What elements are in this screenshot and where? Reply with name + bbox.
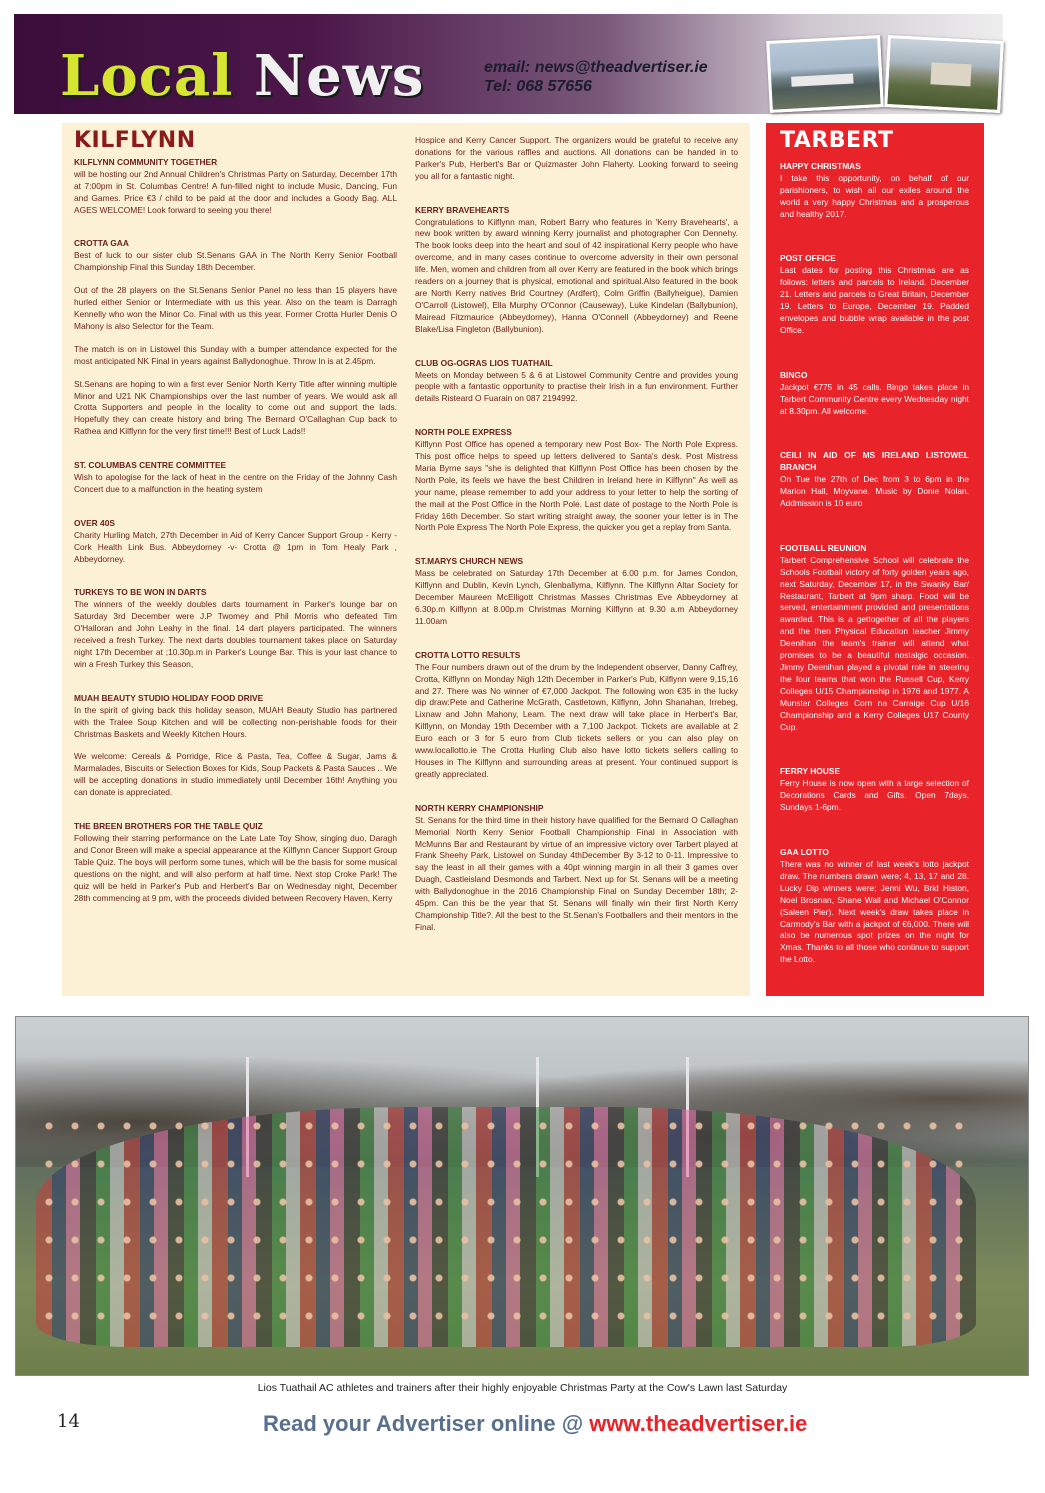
- article-heading: OVER 40S: [74, 517, 115, 528]
- article: [780, 370, 969, 440]
- article-heading: CROTTA GAA: [74, 238, 129, 249]
- article-paragraph: Charity Hurling Match, 27th December in Aid of Kerry Cancer Support Group - Kerry - Cork Health Link Bus. Abbeydorney -v- Crotta @ 1pm in Tom Healy Park , Abbeydorney.: [74, 529, 397, 564]
- church-thumbnail: [884, 35, 1004, 113]
- article-paragraph: The winners of the weekly doubles darts tournament in Parker's lounge bar on Saturday 3rd December were J.P Twomey and Phil Morris who defeated Tim O'Halloran and John Leahy in the final. 14 dart players participated. The winners received a fresh Turkey. The next darts doubles tournament takes place on Saturday night 17th December at ;10.30p.m in Parker's Lounge Bar. This is your last chance to win a Fresh Turkey this Season,: [74, 599, 397, 669]
- article-heading: ST.MARYS CHURCH NEWS: [415, 556, 524, 567]
- article: [780, 543, 969, 756]
- article-heading: NORTH KERRY CHAMPIONSHIP: [415, 802, 544, 813]
- article-paragraph: Kilflynn Post Office has opened a temporary new Post Box- The North Pole Express. This post office helps to speed up letters delivered to Santa's desk. Post Mistress Maria Byrne says "she is delighted that Kilflynn Post Office has been chosen by the North Pole, its feels we have the best Children in Ireland here in Kilflynn" As well as your name, please remember to add your address to your letter to help the sorting of the mail at the Post Office in the North Pole. Last date of postage to the North Pole is Friday 16th December. So start writing straight away, the sooner your letter is in The North Pole Express The North Pole Express, the quicker you get a replay from Santa.: [415, 439, 738, 533]
- title-local: Local: [60, 43, 234, 109]
- article-paragraph: St.Senans are hoping to win a first ever Senior North Kerry Title after winning multiple Minor and U21 NK Championships over the last number of years. We would ask all Crotta Supporters and people in the locality to come out and support the lads. Hopefully they can create history and bring The Bernard O'Callaghan Cup back to Rathea and Kilflynn for the very first time!!! Best of Luck Lads!!: [74, 378, 397, 437]
- footer-promo: [263, 1411, 807, 1437]
- article: [415, 358, 738, 417]
- article-paragraph: There was no winner of last week's lotto jackpot draw. The numbers drawn were; 4, 13, 17 and 28. Lucky Dip winners were; Jenni Wu, Brid Histon, Noel Brosnan, Shane Wall and Michael O'Connor (Saleen Pier). Next week's draw takes place in Carmody's Bar with a jackpot of €6,000. There will also be numerous spot prizes on the night for Xmas. Thanks to all those who continue to support the Lotto.: [780, 858, 969, 965]
- article-paragraph: On Tue the 27th of Dec from 3 to 6pm in the Marion Hall, Moyvane. Music by Donie Nolan. Addmission is 10 euro: [780, 474, 969, 509]
- article: [780, 161, 969, 243]
- footer-url-link[interactable]: www.theadvertiser.ie: [589, 1411, 808, 1436]
- article-paragraph: Congratulations to Kilflynn man, Robert Barry who features in 'Kerry Bravehearts', a new book written by award winning Kerry journalist and photographer Con Dennehy. The book looks deep into the heart and soul of 42 inspirational Kerry people who have overcome, and in many cases continue to overcome adversity in their own personal life. Men, women and children from all over Kerry are featured in the book which brings readers on a journey that is physical, emotional and spiritual.Also featured in the book are North Kerry natives Brid Courtney (Ardfert), Colm Griffin (Ballyheigue), Damien O'Carroll (Listowel), Ella Murphy O'Connor (Causeway), Luke Kindelan (Ballybunion), Mairead Fitzmaurice (Abbeydorney), Hanna O'Connell (Abbeydorney) and Reene Blake/Lisa Fingleton (Ballybunion).: [415, 216, 738, 334]
- photo-faces: [36, 1107, 976, 1347]
- kilflynn-articles-2: [415, 135, 738, 934]
- article-heading: ST. COLUMBAS CENTRE COMMITTEE: [74, 460, 227, 471]
- article-paragraph: will be hosting our 2nd Annual Children's Christmas Party on Saturday, December 17th at 7:00pm in St. Columbas Centre! A fun-filled night to include Music, Dancing, Fun and Games. Price €3 / child to be paid at the door and includes a Goody Bag. ALL AGES WELCOME! Look forward to seeing you there!: [74, 168, 397, 215]
- photo-caption: Lios Tuathail AC athletes and trainers after their highly enjoyable Christmas Party at the Cow's Lawn last Saturday: [257, 1382, 788, 1394]
- article: [780, 847, 969, 966]
- tarbert-section: [766, 123, 984, 996]
- kilflynn-section: [62, 123, 750, 996]
- kilflynn-column-2: [415, 135, 738, 934]
- tarbert-title: TARBERT: [780, 128, 894, 153]
- article: [74, 157, 397, 228]
- article-paragraph: St. Senans for the third time in their history have qualified for the Bernard O Callaghan Memorial North Kerry Senior Football Championship Final in Association with McMunns Bar and Restaurant by virtue of an impressive victory over Tarbert played at Frank Sheehy Park, Listowel on Sunday 4thDecember By 3-12 to 0-11. Impressive to say the least in all their games with a 40pt winning margin in all their 3 games over Duagh, Castleisland Desmonds and Tarbert. Next up for St. Senans will be a meeting with Ballydonoghue in the 2016 Championship Final on Sunday December 18th; 2-45pm. Can this be the year that St. Senans will finally win their first North Kerry Championship Title?. All the best to the St.Senan's Footballers and their mentors in the Final.: [415, 814, 738, 932]
- article-heading: KILFLYNN COMMUNITY TOGETHER: [74, 156, 218, 167]
- tarbert-articles: [780, 161, 969, 966]
- article: [74, 518, 397, 577]
- article: [415, 650, 738, 792]
- article-paragraph: Mass be celebrated on Saturday 17th December at 6.00 p.m. for James Condon, Kilflynn and Dublin, Kevin Lynch, Glenballyma, Kilflynn. The Kilflynn Altar Society for December Maureen McElligott Christmas Masses Christmas Eve Abbeydorney at 6.30p.m Kilflynn at 8.00p.m Christmas Morning Kilflynn at 9.30 a.m Abbeydorney 11.00am: [415, 568, 738, 626]
- article-paragraph: Meets on Monday between 5 & 6 at Listowel Community Centre and provides young people with a fantastic opportunity to practise their Irish in a fun environment. Further details Risteard O Fuarain on 087 2194992.: [415, 369, 738, 404]
- article-heading: NORTH POLE EXPRESS: [415, 427, 512, 438]
- article-heading: CROTTA LOTTO RESULTS: [415, 649, 521, 660]
- article: [780, 450, 969, 532]
- article-heading: KERRY BRAVEHEARTS: [415, 204, 510, 215]
- article-heading: TURKEYS TO BE WON IN DARTS: [74, 587, 207, 598]
- article-paragraph: The Four numbers drawn out of the drum by the Independent observer, Danny Caffrey, Crotta, Kilflynn on Monday Nigh 12th December in Parker's Pub, Kilflynn were 9,15,16 and 27. There was No winner of €7,000 Jackpot. The following won €35 in the lucky dip draw:Pete and Catherine McGrath, Castletown, Kilflynn, John Shanahan, Irrebeg, Lixnaw and John Mahony, Leam. The next draw will take place in Herbert's Bar, Kilflynn, on Monday 19th December with a 7,100 Jackpot. Tickets are available at 2 Euro each or 3 for 5 euro from Club tickets sellers or you can also play on www.locallotto.ie The Crotta Hurling Club also have lotto tickets sellers calling to Houses in The Kilflynn and surrounding areas at present. Your continued support is greatly appreciated.: [415, 661, 738, 779]
- article-paragraph: In the spirit of giving back this holiday season, MUAH Beauty Studio has partnered with the Tralee Soup Kitchen and will be collecting non-perishable foods for their Christmas Baskets and Weekly Kitchen Hours.: [74, 704, 397, 739]
- article-paragraph: The match is on in Listowel this Sunday with a bumper attendance expected for the most anticipated NK Final in years against Ballydonoghue. Throw In is at 2.45pm.: [74, 343, 397, 366]
- article-paragraph: Jackpot €775 in 45 calls. Bingo takes place in Tarbert Community Centre every Wednesday night at 8.30pm. All welcome.: [780, 381, 969, 416]
- title-news: News: [253, 43, 425, 109]
- article-heading: HAPPY CHRISTMAS: [780, 160, 861, 171]
- article-paragraph: Wish to apologise for the lack of heat in the centre on the Friday of the Johnny Cash Concert due to a malfunction in the heating system: [74, 472, 397, 494]
- article: [74, 587, 397, 681]
- article: [415, 427, 738, 545]
- article-paragraph: Best of luck to our sister club St.Senans GAA in The North Kerry Senior Football Championship Final this Sunday 18th December.: [74, 250, 397, 273]
- article: [415, 803, 738, 934]
- phone-text: Tel: 068 57656: [484, 78, 592, 95]
- ferry-thumbnail: [766, 35, 884, 113]
- article-heading: POST OFFICE: [780, 253, 836, 264]
- group-photo: [15, 1016, 1029, 1376]
- article-paragraph: Following their starring performance on the Late Late Toy Show, singing duo, Daragh and Conor Breen will make a special appearance at the Kilflynn Cancer Support Group Table Quiz. The boys will perform some tunes, which will be the basis for some musical questions on the night, and will also perform at half time. Next stop Croke Park! The quiz will be held in Parker's Pub and Herbert's Bar on Wednesday night, December 28th commencing at 9 pm, with the proceeds divided between Recovery Haven, Kerry: [74, 832, 397, 903]
- article-paragraph: Last dates for posting this Christmas are as follows: letters and parcels to Ireland. December 21. Letters and parcels to Great Britain, December 19. Letters to Europe, December 19. Padded envelopes and bubble wrap available in the post Office.: [780, 265, 969, 335]
- article: [415, 135, 738, 194]
- kilflynn-title: KILFLYNN: [74, 128, 196, 153]
- kilflynn-articles-1: [74, 157, 397, 905]
- article-paragraph: Out of the 28 players on the St.Senans Senior Panel no less than 15 players have hurled either Senior or Intermediate with us this year. Also on the team is Darragh Kennelly who won the Minor Co. Final with us this year. Former Crotta Hurler Denis O Mahony is also Selector for the Team.: [74, 285, 397, 331]
- article: [74, 693, 397, 810]
- article: [780, 766, 969, 836]
- article-heading: BINGO: [780, 369, 808, 380]
- article: [780, 253, 969, 358]
- article: [74, 238, 397, 449]
- article-heading: CEILI IN AID OF MS IRELAND LISTOWEL BRANCH: [780, 450, 969, 473]
- article-heading: GAA LOTTO: [780, 847, 829, 858]
- article-paragraph: Tarbert Comprehensive School will celebrate the Schools Football victory of forty golden years ago, next Saturday, December 17, in the Swanky Bar/ Restaurant, Tarbert at 9pm sharp. Food will be served, entertainment provided and presentations awarded. This is a gettogether of all the players and the then Physical Education teacher Jimmy Deenihan the team's trainer will attend what promises to be a beautiful nostalgic occasion. Jimmy Deenihan played a pivotal role in steering the four teams that won the Russell Cup, Kerry Colleges U/15 Championship in 1976 and 1977. A Munster Colleges Corn na Carraige Cup U/16 Championship and a Kerry Colleges U17 County Cup.: [780, 554, 969, 732]
- article: [74, 821, 397, 904]
- article-paragraph: I take this opportunity, on behalf of our parishioners, to wish all our exiles around the world a very happy Christmas and a prosperous and healthy 2017.: [780, 172, 969, 219]
- article-paragraph: Hospice and Kerry Cancer Support. The organizers would be grateful to receive any donations for the various raffles and auctions. All donations can be handed in to Parker's Pub, Herbert's Bar or Quizmaster John Flaherty. Looking forward to seeing you all for a fantastic night.: [415, 135, 738, 181]
- page-number: 14: [57, 1411, 80, 1432]
- article: [415, 205, 738, 347]
- masthead-banner: [14, 14, 1003, 114]
- article: [415, 556, 738, 638]
- article-heading: CLUB OG-OGRAS LIOS TUATHAIL: [415, 357, 553, 368]
- article-paragraph: We welcome: Cereals & Porridge, Rice & Pasta, Tea, Coffee & Sugar, Jams & Marmalades, Biscuits or Selection Boxes for Kids, Soup Packets & Pasta Sauces .. We will be accepting donations in studio immediately until December 16th! Anything you can donate is appreciated.: [74, 751, 397, 798]
- section-title: [60, 43, 425, 109]
- contact-info: [484, 58, 708, 96]
- article: [74, 460, 397, 507]
- article-heading: THE BREEN BROTHERS FOR THE TABLE QUIZ: [74, 821, 263, 832]
- footer-read-text: Read your Advertiser online @: [263, 1411, 590, 1436]
- article-heading: MUAH BEAUTY STUDIO HOLIDAY FOOD DRIVE: [74, 692, 264, 703]
- kilflynn-column-1: [74, 128, 397, 904]
- article-paragraph: Ferry House is now open with a large selection of Decorations Cards and Gifts. Open 7days. Sundays 1-6pm.: [780, 778, 969, 813]
- tarbert-column: [780, 128, 969, 977]
- article-heading: FERRY HOUSE: [780, 766, 841, 777]
- article-heading: FOOTBALL REUNION: [780, 542, 867, 553]
- email-text[interactable]: email: news@theadvertiser.ie: [484, 59, 708, 76]
